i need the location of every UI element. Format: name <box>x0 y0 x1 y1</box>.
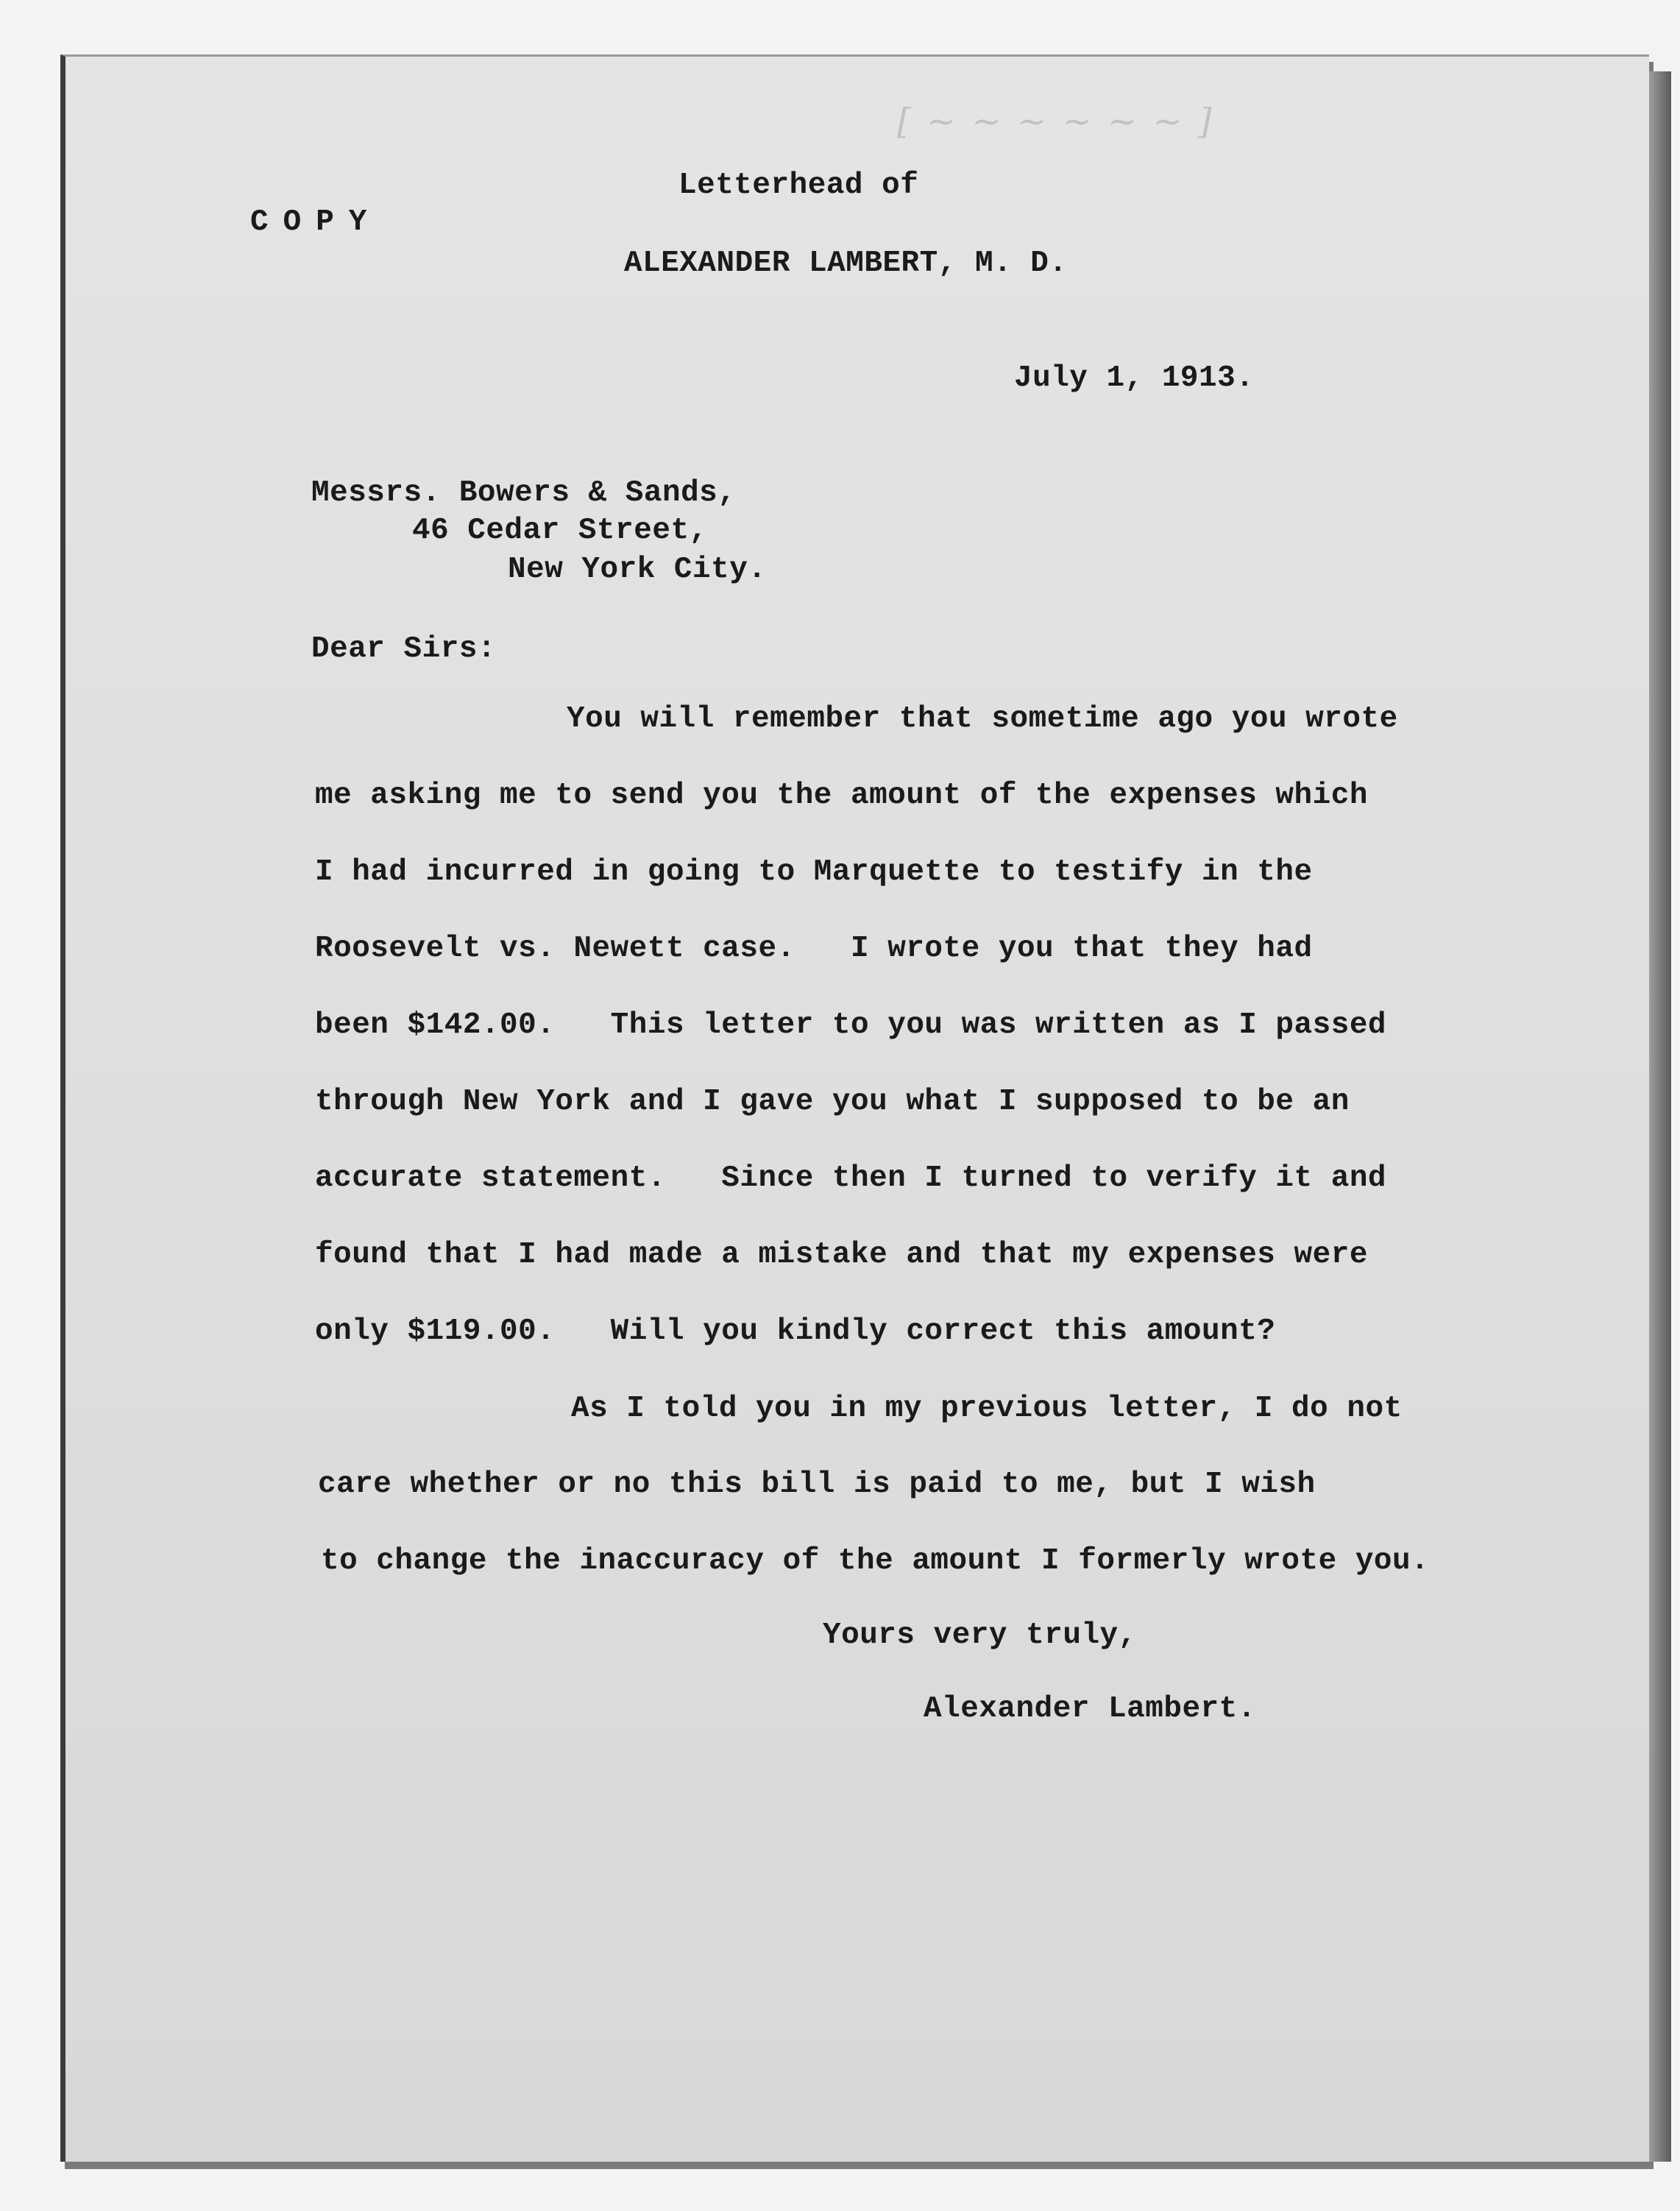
body-line: accurate statement. Since then I turned to verify it and <box>315 1161 1387 1195</box>
body-line: me asking me to send you the amount of the expenses which <box>315 779 1368 813</box>
body-line: only $119.00. Will you kindly correct this amount? <box>315 1315 1276 1348</box>
body-line: You will remember that sometime ago you wrote <box>567 702 1398 736</box>
closing: Yours very truly, <box>823 1619 1137 1652</box>
body-line: been $142.00. This letter to you was written as I passed <box>315 1008 1387 1042</box>
address-line-1: Messrs. Bowers & Sands, <box>311 476 737 510</box>
letterhead-of: Letterhead of <box>678 169 919 202</box>
body-line: through New York and I gave you what I supposed to be an <box>315 1085 1350 1119</box>
signature: Alexander Lambert. <box>924 1692 1256 1726</box>
address-line-2: 46 Cedar Street, <box>412 514 708 548</box>
address-line-3: New York City. <box>508 553 767 587</box>
body-line: care whether or no this bill is paid to me, but I wish <box>318 1468 1316 1501</box>
body-line: found that I had made a mistake and that my expenses were <box>315 1238 1368 1272</box>
salutation: Dear Sirs: <box>311 632 497 666</box>
body-line: to change the inaccuracy of the amount I formerly wrote you. <box>321 1544 1430 1578</box>
body-line: I had incurred in going to Marquette to testify in the <box>315 855 1313 889</box>
body-line: Roosevelt vs. Newett case. I wrote you that they had <box>315 932 1313 966</box>
letterhead-name: ALEXANDER LAMBERT, M. D. <box>624 247 1068 280</box>
copy-mark: COPY <box>250 205 382 239</box>
faint-handwritten-mark: [ ~ ~ ~ ~ ~ ~ ] <box>897 101 1214 142</box>
body-line: As I told you in my previous letter, I do not <box>571 1392 1403 1426</box>
letter-date: July 1, 1913. <box>1014 361 1255 395</box>
